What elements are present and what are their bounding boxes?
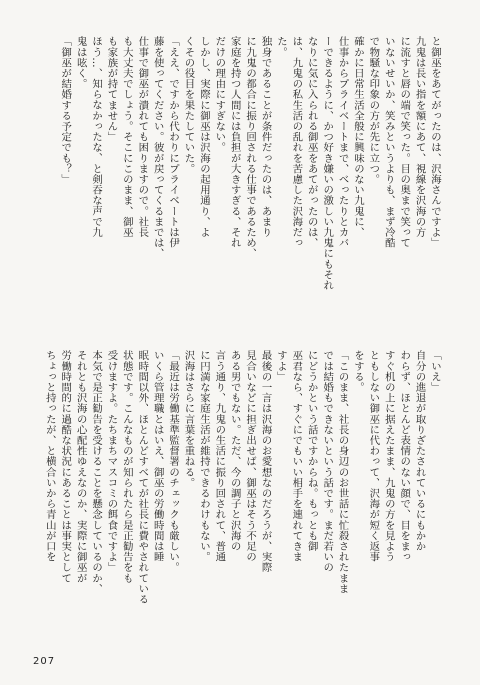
text-block-upper: と御巫をあてがったのは、沢海さんですよ」 九鬼は長い指を額にあて、視線を沢海の方 に流すと唇の端で笑った。目の奥まで笑って いないせいか、笑みというよりも、まず冷酷 で物騒な印象の方が先に立つ。 確かに日常生活全般に興味のない九鬼に、 仕事からプライベートまで、べったりとカバ ーできるように、かつ好き嫌いの激しい九鬼にもそれ なりに気に入られる御巫をあてがったのは、 は、九鬼の私生活の乱れを苦慮した沢海だっ た。 独身であることが条件だったのは、あまり に九鬼の都合に振り回される仕事であるため、 家庭を持つ人間には負担が大きすぎる、それ だけの理由にすぎない。 しかし、実際に御巫は沢海の起用通り、よ くその役目を果たしていた。 「ええ、ですから代わりにプライベートは伊 藤を使ってください。彼が戻ってくるまでは、 仕事で御巫が潰れても困りますので。社長 も大丈夫でしょう。そこにこのまま、御巫 も家族が持てません」 ほう…、知らなかったな、と剣吞な声で九 鬼は呟く。 「御巫が結婚する予定でも？」 [59, 36, 441, 291]
page-number: 207 [33, 656, 56, 667]
text-block-lower: 「いえ」 自分の進退が取りざたされているにもかか わらず、ほとんど表情のない顔で、目をまっ すぐ机の上に据えたまま、九鬼の方を見よう ともしない御巫に代わって、沢海が短く返事 をする。 「このまま、社長の身辺のお世話に忙殺されたまま では結婚もできないという話です。まだ若いの にどうかという話ですからね。もっとも御 巫君なら、すぐにでもいい相手を連れてきま すよ」 最後の一言は沢海のお愛想なのだろうが、実際 見合いなどに担ぎ出せば、御巫はそう不足の ある男でもない。ただ、今の調子と沢海の 言う通り、九鬼の生活に振り回されて、普通 に円満な家庭生活が維持できるわけもない。 沢海はさらに言葉を重ねる。 「最近は労働基準監督署のチェックも厳しい。 いくら管理職とはいえ、御巫の労働時間は睡 眠時間以外、ほとんどすべてが社長に費やされている 状態です。こんなものが知られたら是正勧告をも 受けますよ。たちまちマスコミの餌食ですよ」 本気で是正勧告を受けることを懸念しているのか、 それとも沢海の心配性ゆえなのか、実際に御巫が 労働時間的に過酷な状況にあることは事実として ちょっと持ったが、と横合いから青山が口を [43, 350, 441, 605]
